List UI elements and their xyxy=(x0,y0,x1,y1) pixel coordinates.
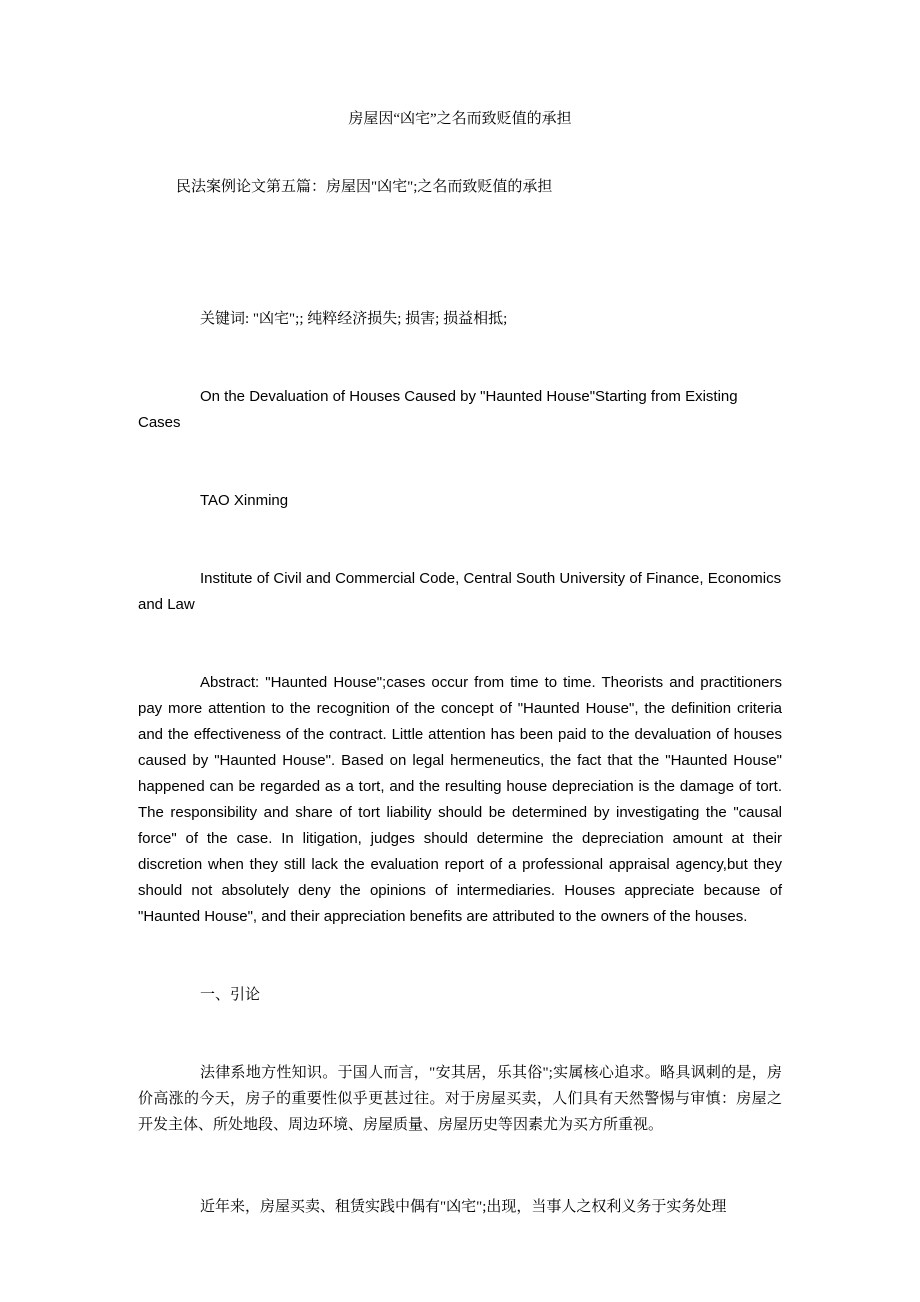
paragraph-abstract: Abstract: "Haunted House";cases occur from time to time. Theorists and practitioners pay more attention to the recognition of the concept of "Haunted House", the definition criteria and the effectiveness of the contract. Little attention has been paid to the devaluation of houses caused by "Haunted House". Based on legal hermeneutics, the fact that the "Haunted House" happened can be regarded as a tort, and the resulting house depreciation is the damage of tort. The responsibility and share of tort liability should be determined by investigating the "causal force" of the case. In litigation, judges should determine the depreciation amount at their discretion when they still lack the evaluation report of a professional appraisal agency,but they should not absolutely deny the opinions of intermediaries. Houses appreciate because of "Haunted House", and their appreciation benefits are attributed to the owners of the houses. xyxy=(138,674,782,925)
paragraph-intro-1: 法律系地方性知识。于国人而言，"安其居，乐其俗";实属核心追求。略具讽刺的是，房价高涨的今天，房子的重要性似乎更甚过往。对于房屋买卖，人们具有天然警惕与审慎：房屋之开发主体、所处地段、周边环境、房屋质量、房屋历史等因素尤为买方所重视。 xyxy=(138,1065,782,1133)
document-title: 房屋因“凶宅”之名而致贬值的承担 xyxy=(348,111,572,127)
paragraph-english-title: On the Devaluation of Houses Caused by "Haunted House"Starting from Existing Cases xyxy=(138,388,738,431)
paragraph-keywords: 关键词: "凶宅";; 纯粹经济损失; 损害; 损益相抵; xyxy=(200,311,508,327)
section-heading-introduction: 一、引论 xyxy=(200,987,261,1003)
paragraph-subtitle: 民法案例论文第五篇：房屋因"凶宅";之名而致贬值的承担 xyxy=(176,179,553,195)
paragraph-intro-2: 近年来，房屋买卖、租赁实践中偶有"凶宅";出现，当事人之权利义务于实务处理 xyxy=(200,1199,727,1215)
paragraph-affiliation: Institute of Civil and Commercial Code, Central South University of Finance, Economics and Law xyxy=(138,570,782,613)
paragraph-author: TAO Xinming xyxy=(200,492,289,509)
